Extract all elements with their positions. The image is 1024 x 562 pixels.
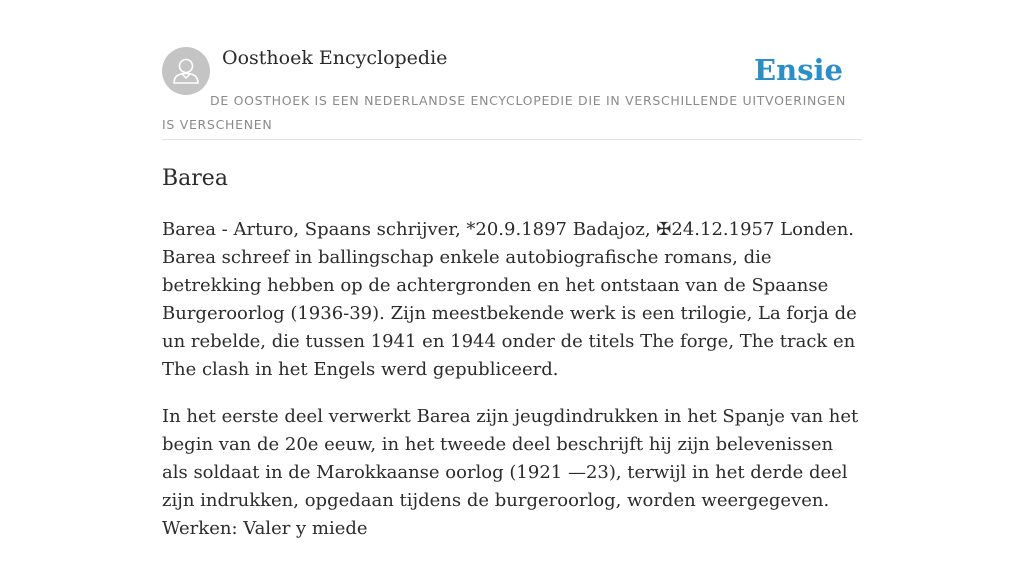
article-paragraph: Barea - Arturo, Spaans schrijver, *20.9.1897 Badajoz, ✠24.12.1957 Londen. Barea schreef in ballingschap enkele autobiografische romans, die betrekking hebben op de achtergronden en het ontstaan van de Spaanse Burgeroorlog (1936-39). Zijn meestbekende werk is een trilogie, La forja de un rebelde, die tussen 1941 en 1944 onder de titels The forge, The track en The clash in het Engels werd gepubliceerd.: [162, 219, 857, 380]
site-name[interactable]: Oosthoek Encyclopedie: [222, 47, 448, 69]
article-body: [162, 216, 862, 562]
avatar[interactable]: [162, 47, 210, 95]
user-icon: [162, 47, 210, 95]
brand-logo[interactable]: Ensie: [754, 53, 843, 87]
header-divider: [162, 139, 862, 140]
page-title: Barea: [162, 166, 228, 191]
article-paragraph: In het eerste deel verwerkt Barea zijn jeugdindrukken in het Spanje van het begin van de 20e eeuw, in het tweede deel beschrijft hij zijn belevenissen als soldaat in de Marokkaanse oorlog (1921 —23), terwijl in het derde deel zijn indrukken, opgedaan tijdens de burgeroorlog, worden weergegeven. Werken: Valer y miede: [162, 406, 859, 539]
site-tagline: DE OOSTHOEK IS EEN NEDERLANDSE ENCYCLOPEDIE DIE IN VERSCHILLENDE UITVOERINGEN IS VERSCHENEN: [162, 93, 847, 132]
